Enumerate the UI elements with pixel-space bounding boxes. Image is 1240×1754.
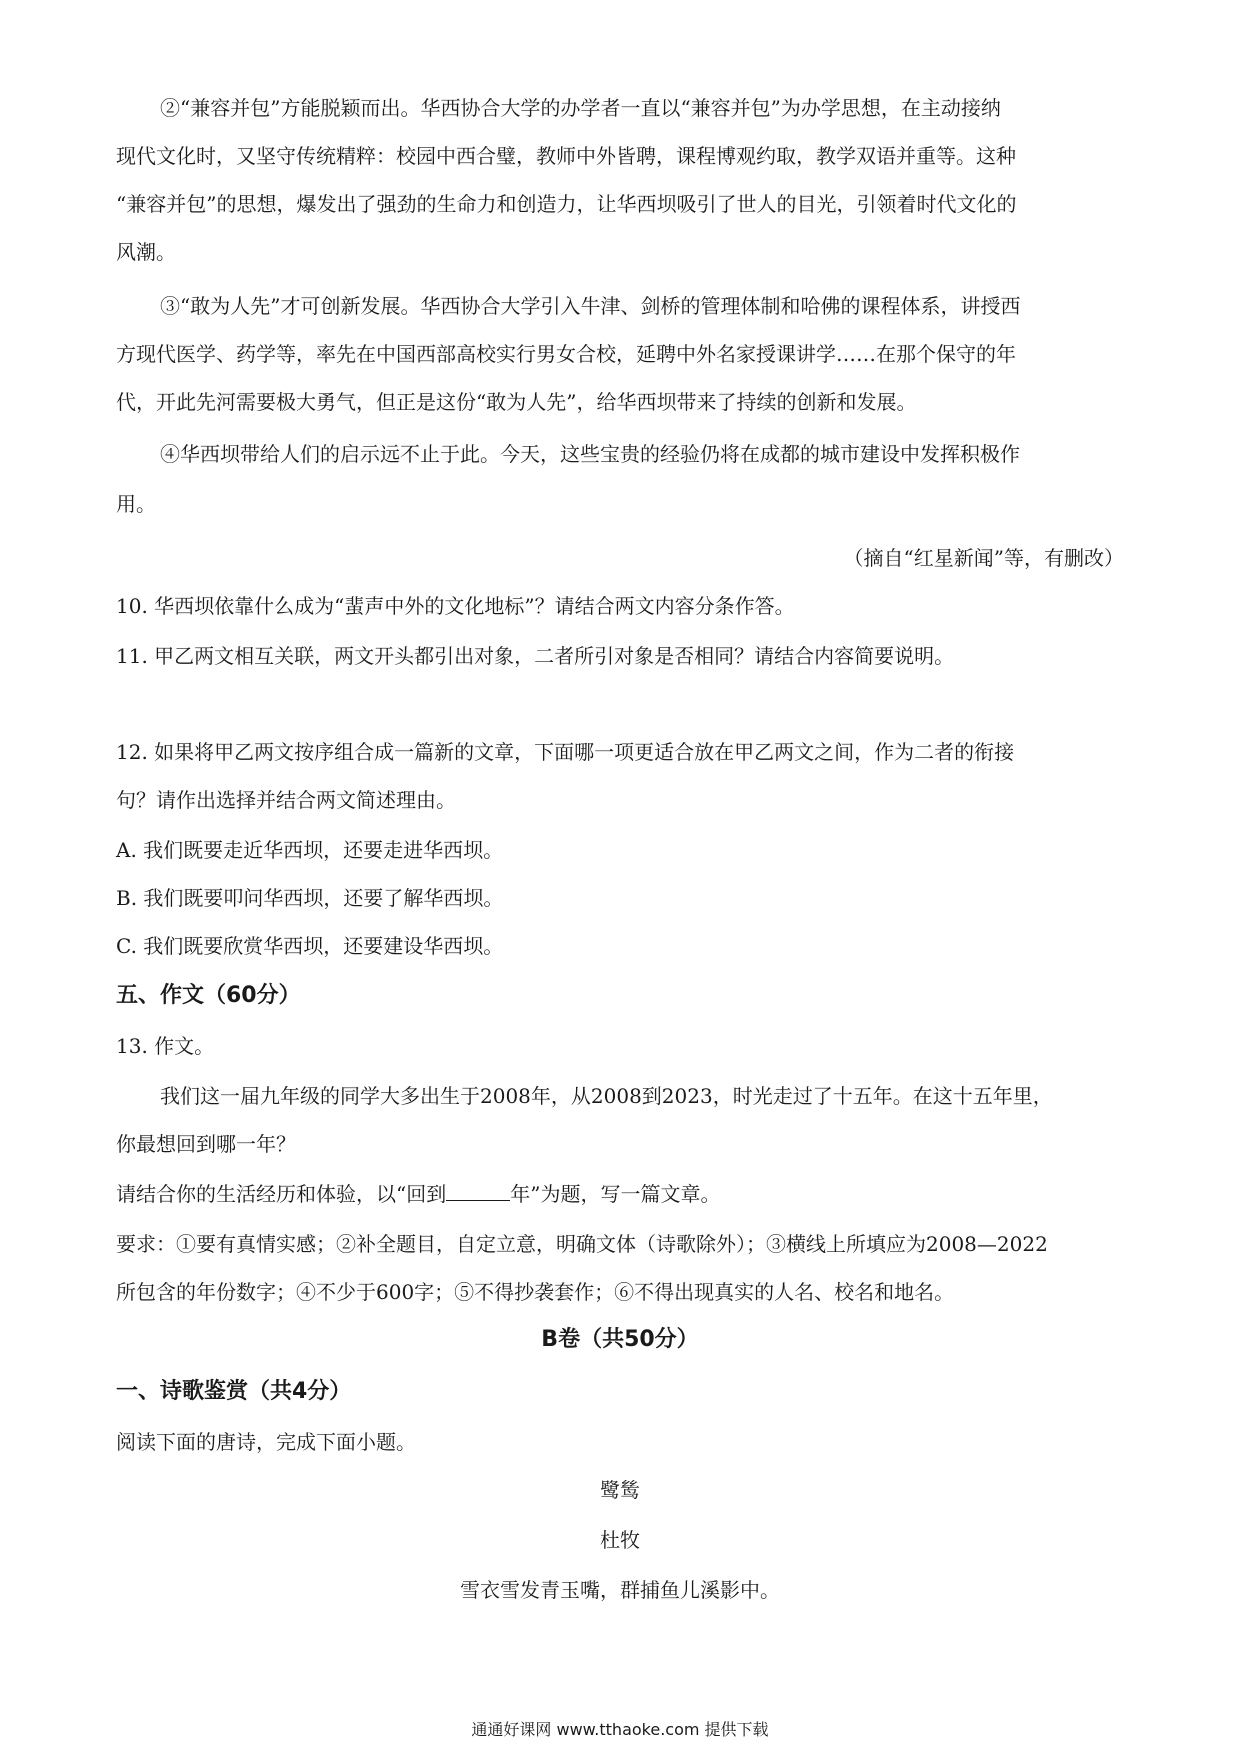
poetry-instruction: 阅读下面的唐诗，完成下面小题。 [116, 1430, 416, 1454]
poem-line-1: 雪衣雪发青玉嘴，群捕鱼儿溪影中。 [460, 1578, 780, 1602]
passage-p2-line2: 现代文化时，又坚守传统精粹：校园中西合璧，教师中外皆聘，课程博观约取，教学双语并重等。这种 [116, 144, 1016, 168]
passage-source: （摘自“红星新闻”等，有删改） [843, 546, 1124, 570]
essay-prompt-line2: 你最想回到哪一年？ [116, 1132, 296, 1156]
question-10: 10. 华西坝依靠什么成为“蜚声中外的文化地标”？请结合两文内容分条作答。 [116, 594, 795, 618]
passage-p3-line1: ③“敢为人先”才可创新发展。华西协合大学引入牛津、剑桥的管理体制和哈佛的课程体系，讲授西 [160, 294, 1021, 318]
essay-requirements-line1: 要求：①要有真情实感；②补全题目，自定立意，明确文体（诗歌除外）；③横线上所填应为2008—2022 [116, 1232, 1048, 1256]
question-12-option-c: C. 我们既要欣赏华西坝，还要建设华西坝。 [116, 934, 504, 958]
poem-author: 杜牧 [600, 1528, 640, 1552]
footer-download-credit: 通通好课网 www.tthaoke.com 提供下载 [471, 1720, 769, 1739]
poem-title: 鹭鸶 [600, 1478, 640, 1502]
passage-p4-line2: 用。 [116, 492, 156, 516]
passage-p2-line1: ②“兼容并包”方能脱颖而出。华西协合大学的办学者一直以“兼容并包”为办学思想，在主动接纳 [160, 96, 1001, 120]
essay-task-after: 年”为题，写一篇文章。 [510, 1182, 721, 1206]
essay-task-before: 请结合你的生活经历和体验，以“回到 [116, 1182, 447, 1206]
poetry-section-heading: 一、诗歌鉴赏（共4分） [116, 1379, 352, 1404]
essay-prompt-line1: 我们这一届九年级的同学大多出生于2008年，从2008到2023，时光走过了十五年。在这十五年里， [160, 1084, 1053, 1108]
question-11: 11. 甲乙两文相互关联，两文开头都引出对象，二者所引对象是否相同？请结合内容简要说明。 [116, 644, 955, 668]
essay-title-blank [446, 1182, 510, 1201]
question-13: 13. 作文。 [116, 1034, 215, 1058]
passage-p3-line2: 方现代医学、药学等，率先在中国西部高校实行男女合校，延聘中外名家授课讲学……在那个保守的年 [116, 342, 1016, 366]
part-b-title: B卷（共50分） [541, 1327, 699, 1352]
question-12-option-a: A. 我们既要走近华西坝，还要走进华西坝。 [116, 838, 504, 862]
essay-section-heading: 五、作文（60分） [116, 983, 301, 1008]
passage-p2-line4: 风潮。 [116, 240, 176, 264]
essay-task [116, 1180, 1126, 1208]
passage-p4-line1: ④华西坝带给人们的启示远不止于此。今天，这些宝贵的经验仍将在成都的城市建设中发挥积极作 [160, 442, 1020, 466]
passage-p2-line3: “兼容并包”的思想，爆发出了强劲的生命力和创造力，让华西坝吸引了世人的目光，引领着时代文化的 [116, 192, 1017, 216]
passage-p3-line3: 代，开此先河需要极大勇气，但正是这份“敢为人先”，给华西坝带来了持续的创新和发展。 [116, 390, 917, 414]
question-12-line2: 句？请作出选择并结合两文简述理由。 [116, 788, 456, 812]
question-12-line1: 12. 如果将甲乙两文按序组合成一篇新的文章，下面哪一项更适合放在甲乙两文之间，作为二者的衔接 [116, 740, 1015, 764]
question-12-option-b: B. 我们既要叩问华西坝，还要了解华西坝。 [116, 886, 504, 910]
essay-requirements-line2: 所包含的年份数字；④不少于600字；⑤不得抄袭套作；⑥不得出现真实的人名、校名和地名。 [116, 1280, 955, 1304]
